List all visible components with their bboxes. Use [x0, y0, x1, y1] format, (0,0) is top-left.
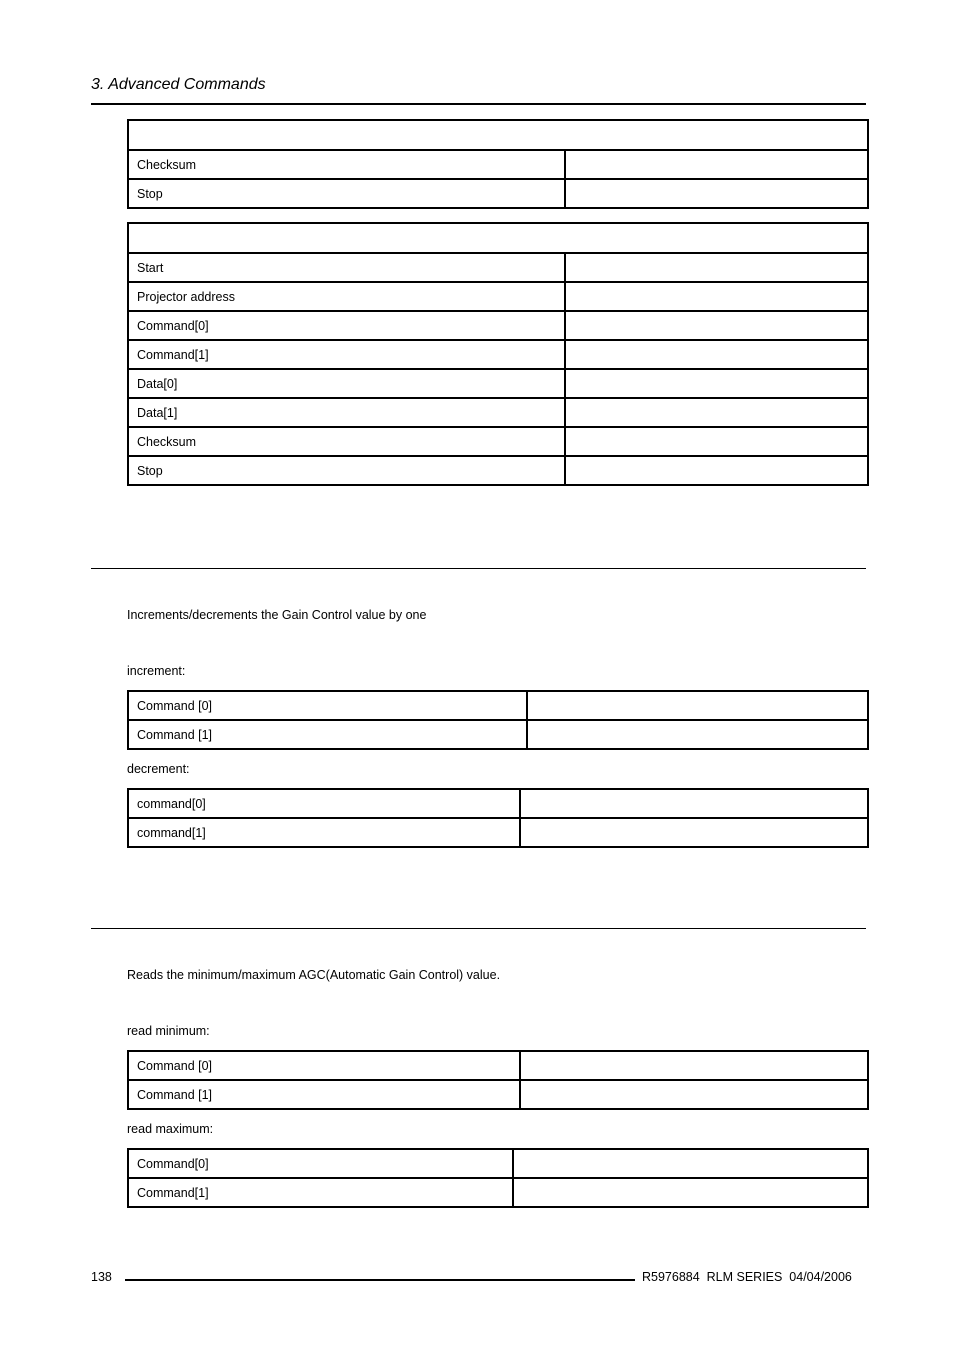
table-header [128, 120, 868, 150]
read-maximum-table [127, 1148, 869, 1208]
table-row [128, 818, 868, 847]
row-value [520, 818, 868, 847]
row-label: Command[0] [128, 1149, 513, 1178]
table-row [128, 340, 868, 369]
table-row [128, 456, 868, 485]
read-minimum-label: read minimum: [127, 1024, 210, 1038]
table-row [128, 427, 868, 456]
table-row [128, 1178, 868, 1207]
command-table-2 [127, 222, 869, 486]
row-value [513, 1149, 868, 1178]
decrement-table [127, 788, 869, 848]
row-label: Command [0] [128, 1051, 520, 1080]
row-value [520, 789, 868, 818]
row-value [565, 427, 868, 456]
row-label: Stop [128, 179, 565, 208]
row-label: Checksum [128, 427, 565, 456]
row-value [565, 398, 868, 427]
row-label: Command [1] [128, 1080, 520, 1109]
row-label: Checksum [128, 150, 565, 179]
increment-table [127, 690, 869, 750]
row-label: Data[1] [128, 398, 565, 427]
row-value [565, 456, 868, 485]
gain-description: Increments/decrements the Gain Control value by one [127, 608, 427, 622]
section-divider [91, 568, 866, 569]
row-value [565, 150, 868, 179]
row-value [527, 720, 868, 749]
table-row [128, 311, 868, 340]
page-number: 138 [91, 1270, 112, 1284]
table-row [128, 720, 868, 749]
table-row [128, 150, 868, 179]
row-label: Command[0] [128, 311, 565, 340]
table-row [128, 1080, 868, 1109]
row-value [520, 1051, 868, 1080]
table-row [128, 789, 868, 818]
row-label: Command[1] [128, 1178, 513, 1207]
table-row [128, 282, 868, 311]
row-value [565, 340, 868, 369]
row-label: Command [0] [128, 691, 527, 720]
read-minimum-table [127, 1050, 869, 1110]
header-rule [91, 103, 866, 105]
read-maximum-label: read maximum: [127, 1122, 214, 1136]
command-table-1 [127, 119, 869, 209]
row-label: Data[0] [128, 369, 565, 398]
row-label: Stop [128, 456, 565, 485]
footer-rule [125, 1279, 635, 1281]
table-row [128, 1051, 868, 1080]
row-value [565, 282, 868, 311]
row-value [565, 253, 868, 282]
row-label: command[1] [128, 818, 520, 847]
increment-label: increment: [127, 664, 186, 678]
row-label: Start [128, 253, 565, 282]
decrement-label: decrement: [127, 762, 190, 776]
table-row [128, 253, 868, 282]
row-label: command[0] [128, 789, 520, 818]
table-row [128, 179, 868, 208]
table-row [128, 398, 868, 427]
table-header [128, 223, 868, 253]
row-value [565, 311, 868, 340]
table-row [128, 1149, 868, 1178]
table-row [128, 369, 868, 398]
row-label: Command[1] [128, 340, 565, 369]
row-value [565, 369, 868, 398]
agc-description: Reads the minimum/maximum AGC(Automatic Gain Control) value. [127, 968, 501, 982]
row-label: Command [1] [128, 720, 527, 749]
table-row [128, 691, 868, 720]
row-value [527, 691, 868, 720]
section-divider [91, 928, 866, 929]
row-value [565, 179, 868, 208]
row-value [513, 1178, 868, 1207]
row-value [520, 1080, 868, 1109]
footer-doc-info: R5976884 RLM SERIES 04/04/2006 [642, 1270, 852, 1284]
row-label: Projector address [128, 282, 565, 311]
page-section-title: 3. Advanced Commands [91, 76, 266, 93]
